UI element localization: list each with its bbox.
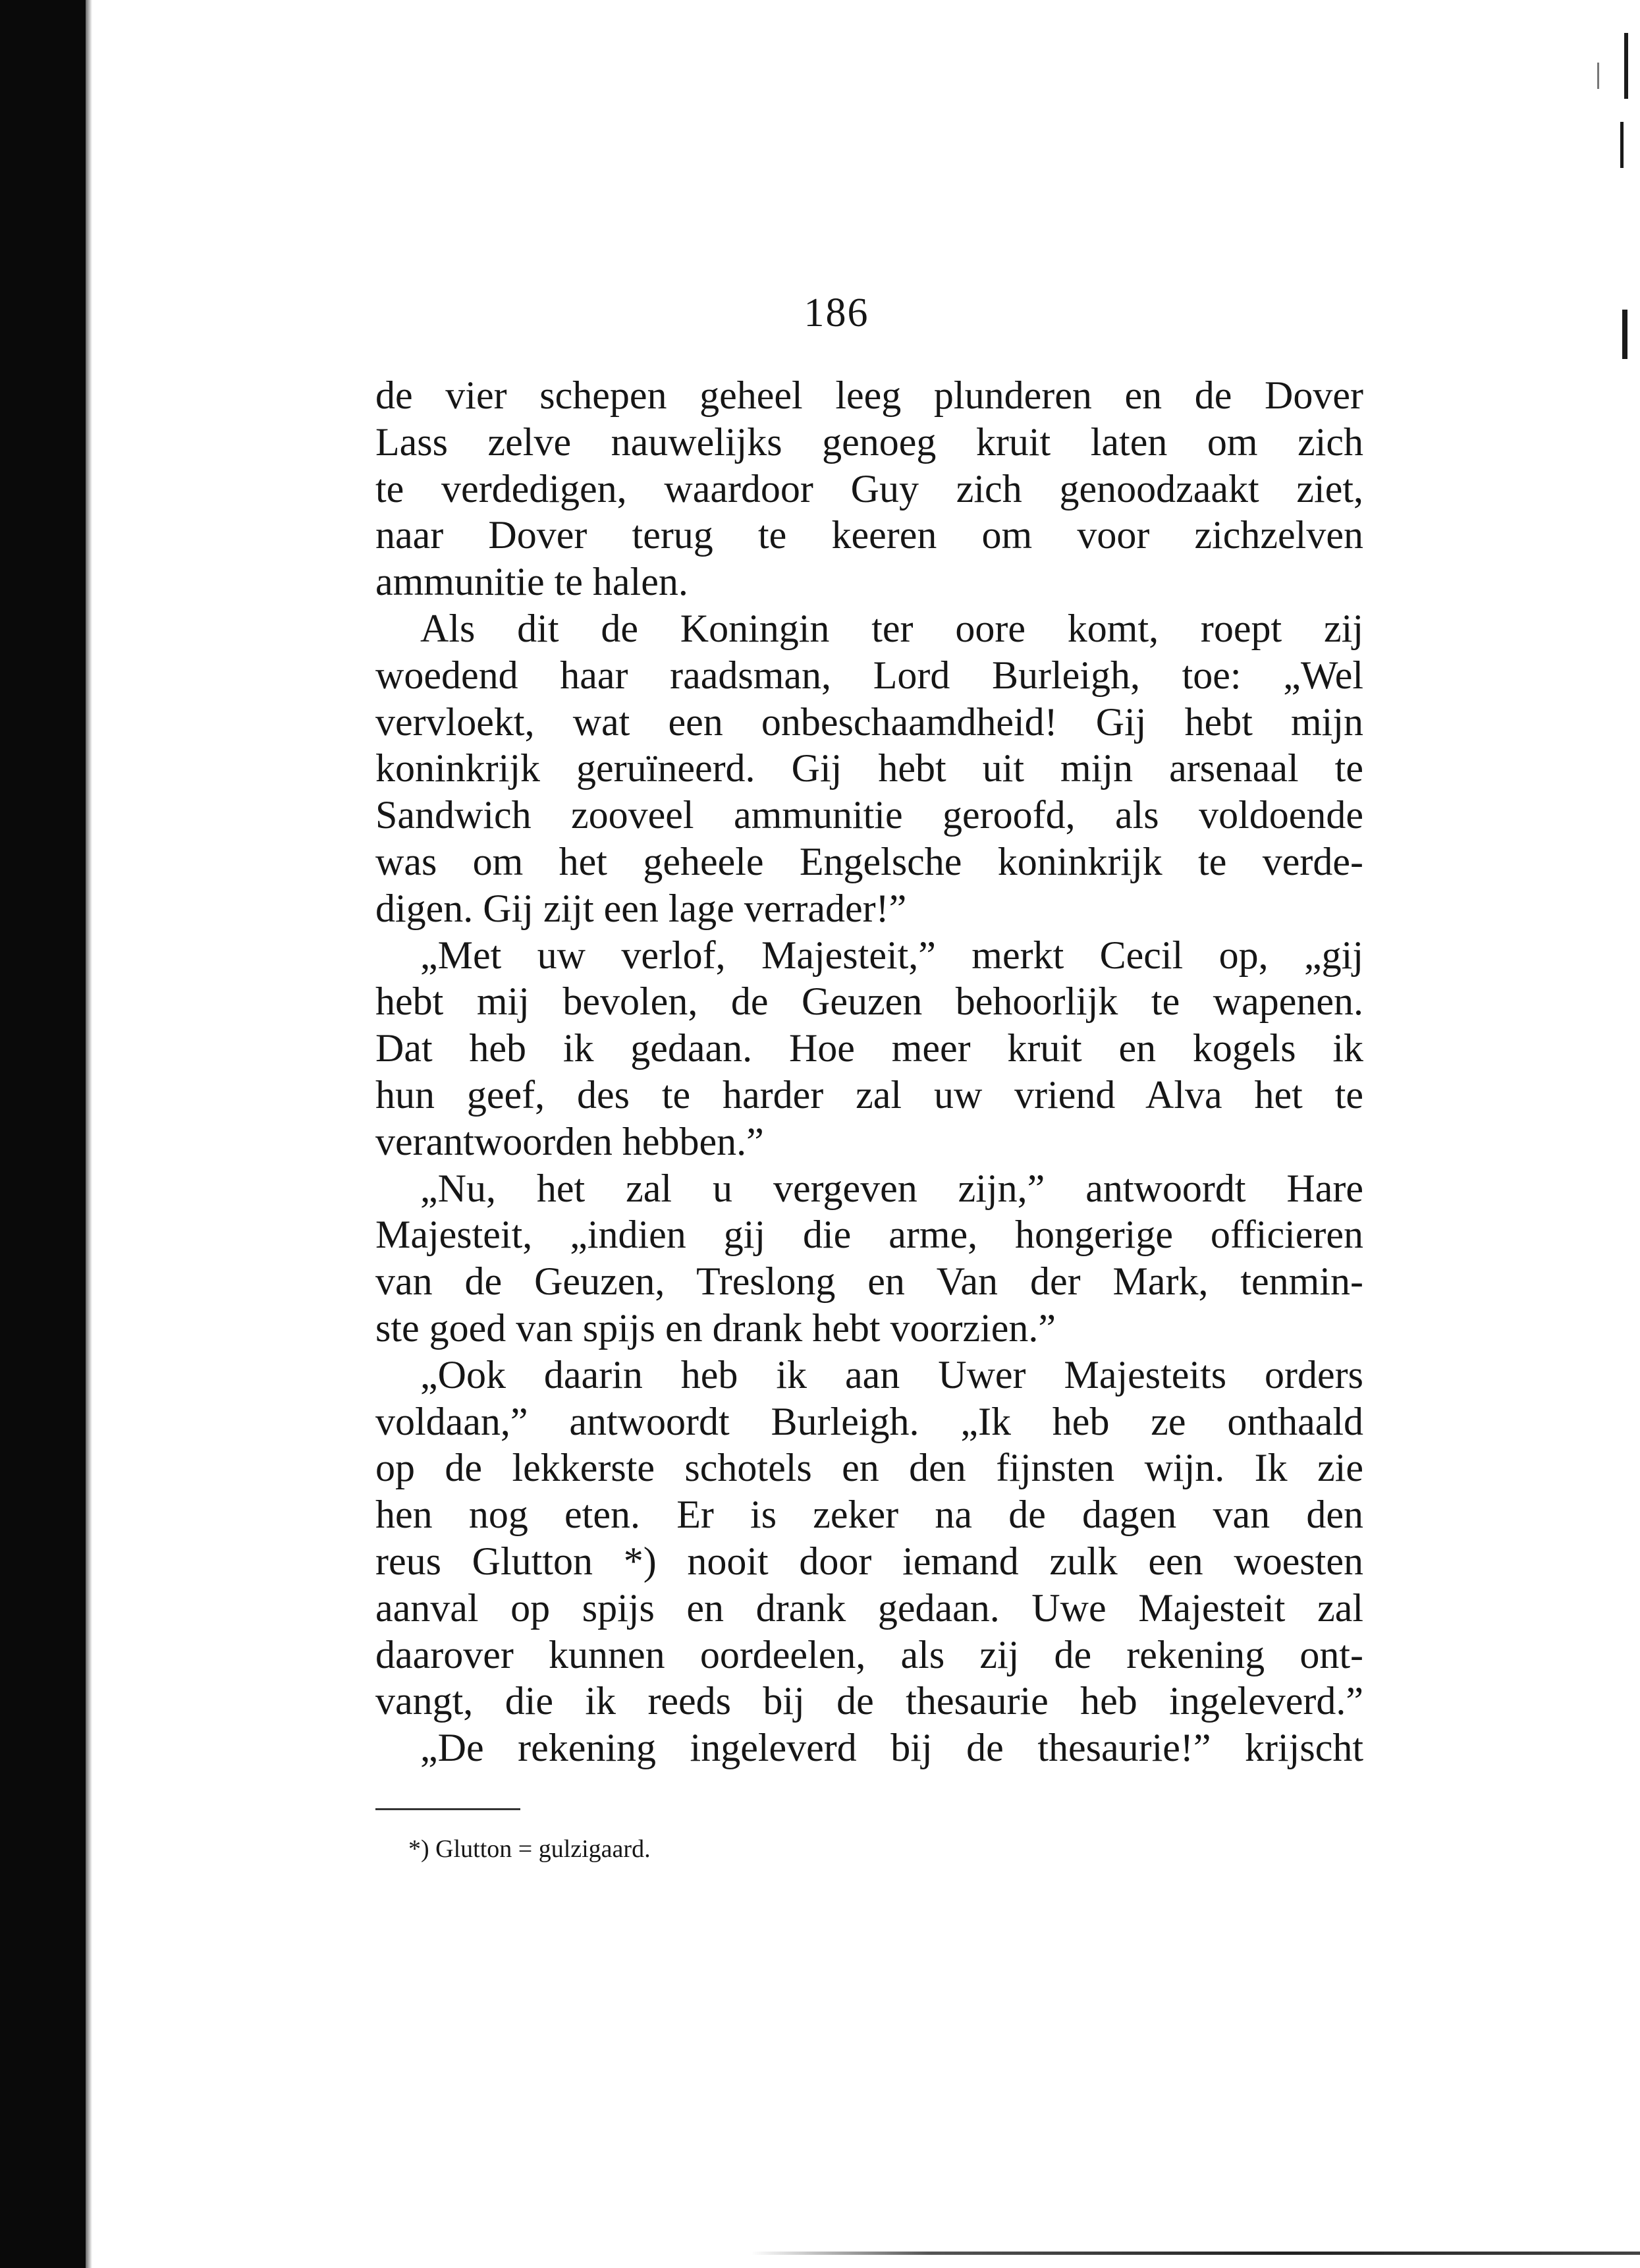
text-line: „De rekening ingeleverd bij de thesaurie!” krijscht: [420, 1726, 1363, 1770]
text-line: was om het geheele Engelsche koninkrijk te verde-: [375, 839, 1363, 883]
text-line: ste goed van spijs en drank hebt voorzien.”: [375, 1306, 1056, 1350]
text-line: Lass zelve nauwelijks genoeg kruit laten om zich: [375, 420, 1363, 464]
text-line: „Nu, het zal u vergeven zijn,” antwoordt Hare: [420, 1166, 1363, 1210]
text-line: Sandwich zooveel ammunitie geroofd, als voldoende: [375, 793, 1363, 837]
text-line: Majesteit, „indien gij die arme, hongerige officieren: [375, 1213, 1363, 1257]
text-line: vangt, die ik reeds bij de thesaurie heb ingeleverd.”: [375, 1679, 1363, 1723]
text-line: verantwoorden hebben.”: [375, 1119, 764, 1163]
scan-gutter: [0, 0, 86, 2268]
text-line: ammunitie te halen.: [375, 560, 688, 604]
footnote: *) Glutton = gulzigaard.: [408, 1835, 651, 1863]
text-line: reus Glutton *) nooit door iemand zulk een woesten: [375, 1539, 1363, 1583]
text-line: naar Dover terug te keeren om voor zichzelven: [375, 513, 1363, 557]
text-line: van de Geuzen, Treslong en Van der Mark, tenmin-: [375, 1259, 1363, 1304]
text-line: koninkrijk geruïneerd. Gij hebt uit mijn arsenaal te: [375, 746, 1363, 790]
text-line: „Met uw verlof, Majesteit,” merkt Cecil op, „gij: [420, 933, 1363, 977]
scan-speck: [1622, 310, 1627, 359]
text-line: woedend haar raadsman, Lord Burleigh, toe: „Wel: [375, 653, 1363, 697]
text-line: „Ook daarin heb ik aan Uwer Majesteits orders: [420, 1352, 1363, 1397]
scan-bottom-line: [751, 2252, 1640, 2255]
text-line: te verdedigen, waardoor Guy zich genoodzaakt ziet,: [375, 466, 1363, 511]
text-line: aanval op spijs en drank gedaan. Uwe Majesteit zal: [375, 1586, 1363, 1630]
text-line: de vier schepen geheel leeg plunderen en de Dover: [375, 373, 1363, 417]
body-text: [375, 372, 1363, 1771]
text-line: vervloekt, wat een onbeschaamdheid! Gij hebt mijn: [375, 700, 1363, 744]
page-number: 186: [804, 290, 869, 335]
text-line: Dat heb ik gedaan. Hoe meer kruit en kogels ik: [375, 1026, 1363, 1070]
text-line: hen nog eten. Er is zeker na de dagen van den: [375, 1493, 1363, 1537]
text-line: digen. Gij zijt een lage verrader!”: [375, 886, 907, 930]
text-line: hebt mij bevolen, de Geuzen behoorlijk te wapenen.: [375, 980, 1363, 1024]
text-line: op de lekkerste schotels en den fijnsten wijn. Ik zie: [375, 1446, 1363, 1490]
text-line: hun geef, des te harder zal uw vriend Alva het te: [375, 1072, 1363, 1117]
text-line: daarover kunnen oordeelen, als zij de rekening ont-: [375, 1632, 1363, 1676]
text-line: Als dit de Koningin ter oore komt, roept zij: [420, 606, 1363, 650]
text-line: voldaan,” antwoordt Burleigh. „Ik heb ze onthaald: [375, 1399, 1363, 1443]
scan-speck: [1597, 63, 1599, 89]
scan-speck: [1620, 122, 1624, 168]
scan-speck: [1624, 33, 1628, 99]
footnote-rule: [375, 1808, 520, 1810]
scan-gutter-edge: [86, 0, 92, 2268]
